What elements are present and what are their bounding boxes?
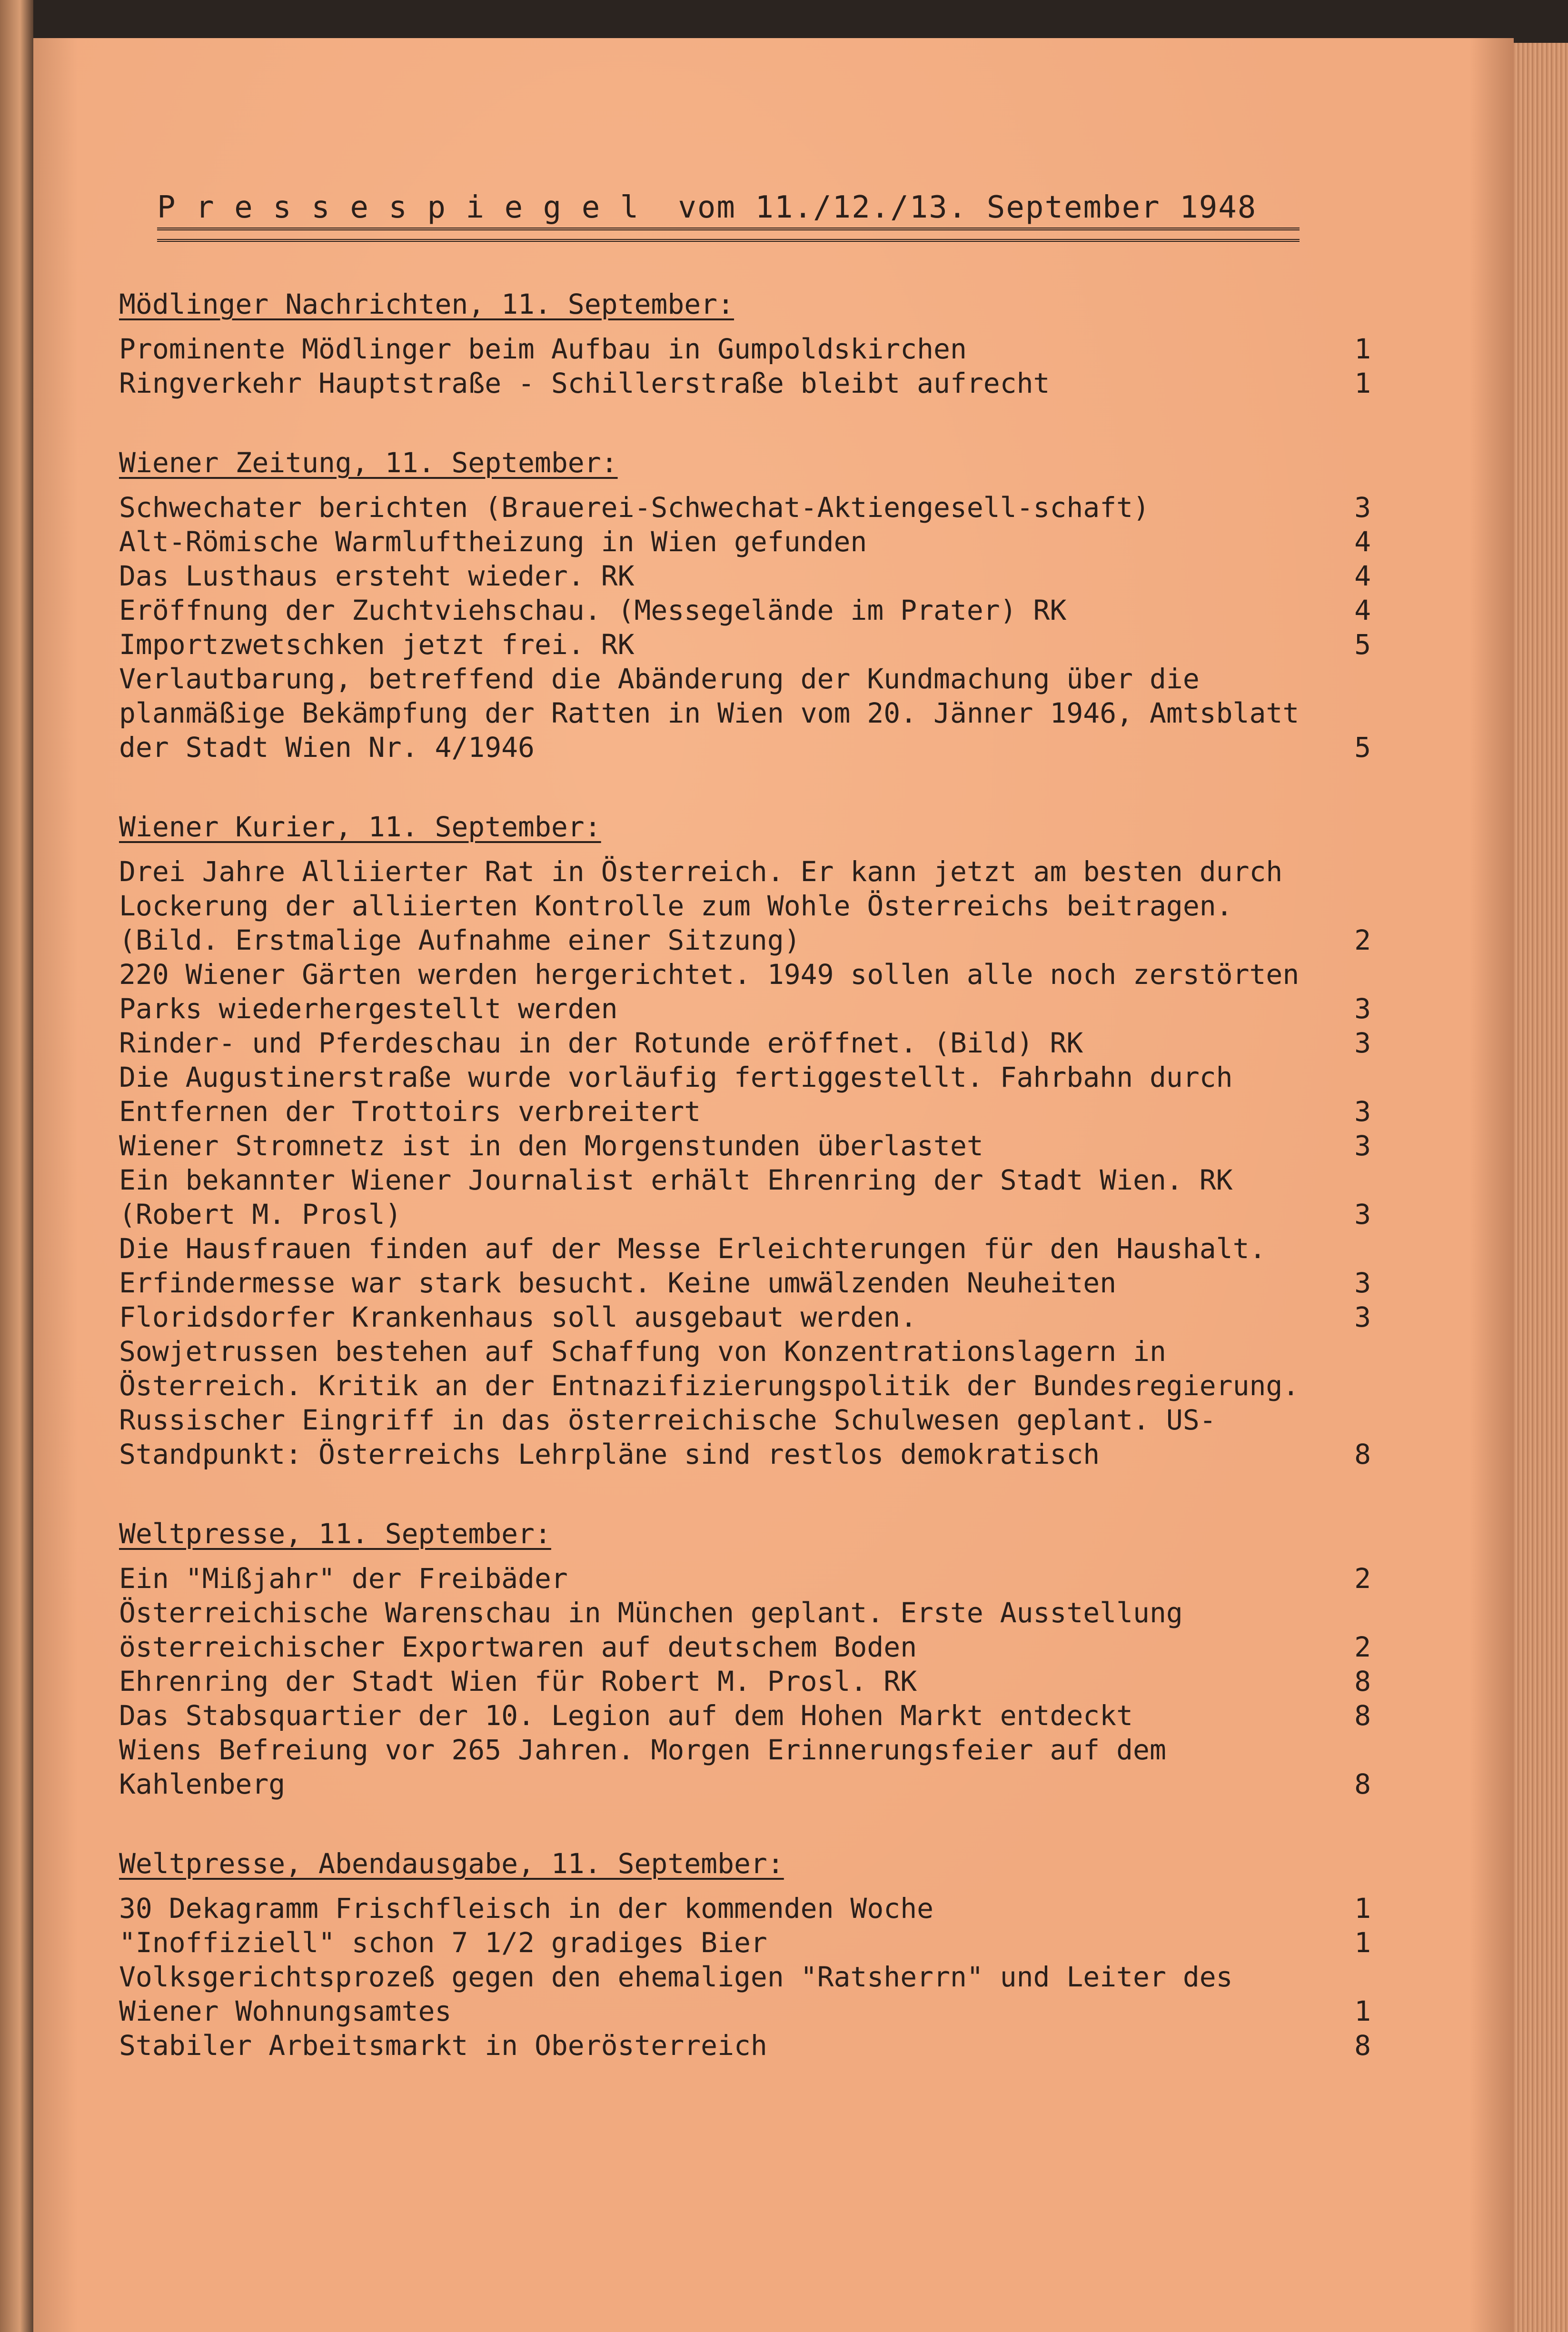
article-title: Wiener Stromnetz ist in den Morgenstunden überlastet <box>119 1130 983 1162</box>
page-number: 8 <box>1354 1699 1371 1732</box>
article-title: Die Augustinerstraße wurde vorläufig fertiggestellt. Fahrbahn durch Entfernen der Trottoirs verbreitert <box>119 1061 1233 1128</box>
article-entry <box>119 1231 1371 1300</box>
article-title: "Inoffiziell" schon 7 1/2 gradiges Bier <box>119 1926 767 1959</box>
article-entry <box>119 332 1371 366</box>
article-title: 30 Dekagramm Frischfleisch in der kommenden Woche <box>119 1892 934 1925</box>
press-section <box>119 1846 1371 2063</box>
press-section <box>119 810 1371 1471</box>
article-entry <box>119 1596 1371 1664</box>
article-entry <box>119 627 1371 662</box>
page-number: 1 <box>1354 1995 1371 2027</box>
page-number: 3 <box>1354 992 1371 1025</box>
article-entry <box>119 1561 1371 1596</box>
article-entry <box>119 1334 1371 1471</box>
article-entry <box>119 559 1371 593</box>
page-number: 4 <box>1354 526 1371 558</box>
section-heading: Mödlinger Nachrichten, 11. September: <box>119 288 734 320</box>
article-entry <box>119 1960 1371 2028</box>
article-entry <box>119 1026 1371 1060</box>
article-title: Wiens Befreiung vor 265 Jahren. Morgen Erinnerungsfeier auf dem Kahlenberg <box>119 1734 1166 1800</box>
article-title: Ehrenring der Stadt Wien für Robert M. Prosl. RK <box>119 1665 917 1697</box>
article-title: 220 Wiener Gärten werden hergerichtet. 1949 sollen alle noch zerstörten Parks wiederhergestellt werden <box>119 958 1300 1025</box>
article-title: Volksgerichtsprozeß gegen den ehemaligen "Ratsherrn" und Leiter des Wiener Wohnungsamtes <box>119 1961 1233 2027</box>
article-title: Das Lusthaus ersteht wieder. RK <box>119 560 635 592</box>
page-number: 3 <box>1354 1267 1371 1299</box>
page-number: 5 <box>1354 628 1371 661</box>
article-title: Drei Jahre Alliierter Rat in Österreich. Er kann jetzt am besten durch Lockerung der alliierten Kontrolle zum Wohle Österreichs beitragen. (Bild. Erstmalige Aufnahme einer Sitzung) <box>119 855 1283 956</box>
page-number: 4 <box>1354 594 1371 626</box>
page-number: 3 <box>1354 1198 1371 1231</box>
page-number: 2 <box>1354 1631 1371 1663</box>
article-entry <box>119 490 1371 525</box>
article-title: Verlautbarung, betreffend die Abänderung der Kundmachung über die planmäßige Bekämpfung der Ratten in Wien vom 20. Jänner 1946, Amtsblatt der Stadt Wien Nr. 4/1946 <box>119 663 1300 764</box>
article-entry <box>119 1300 1371 1334</box>
article-entry <box>119 366 1371 400</box>
article-title: Importzwetschken jetzt frei. RK <box>119 628 635 661</box>
press-section <box>119 446 1371 764</box>
article-title: Ein "Mißjahr" der Freibäder <box>119 1562 568 1595</box>
section-heading: Wiener Kurier, 11. September: <box>119 811 601 843</box>
page-number: 1 <box>1354 333 1371 365</box>
title-double-rule <box>157 228 1300 242</box>
article-entry <box>119 1733 1371 1801</box>
page-number: 3 <box>1354 1095 1371 1128</box>
article-entry <box>119 593 1371 627</box>
page-number: 4 <box>1354 560 1371 592</box>
page-number: 2 <box>1354 924 1371 956</box>
article-entry <box>119 662 1371 764</box>
page-number: 3 <box>1354 1027 1371 1059</box>
article-entry <box>119 957 1371 1026</box>
article-title: Alt-Römische Warmluftheizung in Wien gefunden <box>119 526 867 558</box>
page-number: 3 <box>1354 491 1371 524</box>
article-entry <box>119 2028 1371 2063</box>
page-title: P r e s s e s p i e g e l vom 11./12./13. September 1948 <box>157 190 1257 225</box>
page-number: 5 <box>1354 731 1371 764</box>
article-title: Die Hausfrauen finden auf der Messe Erleichterungen für den Haushalt. Erfindermesse war stark besucht. Keine umwälzenden Neuheiten <box>119 1232 1266 1299</box>
article-title: Österreichische Warenschau in München geplant. Erste Ausstellung österreichischer Exportwaren auf deutschem Boden <box>119 1597 1183 1663</box>
article-title: Prominente Mödlinger beim Aufbau in Gumpoldskirchen <box>119 333 967 365</box>
left-page-edge <box>0 0 33 2332</box>
page-number: 2 <box>1354 1562 1371 1595</box>
article-entry <box>119 1163 1371 1231</box>
article-entry <box>119 854 1371 957</box>
sections <box>119 287 1371 2063</box>
article-entry <box>119 1664 1371 1698</box>
article-title: Ringverkehr Hauptstraße - Schillerstraße bleibt aufrecht <box>119 367 1050 399</box>
page-number: 8 <box>1354 1438 1371 1470</box>
press-section <box>119 287 1371 400</box>
article-title: Das Stabsquartier der 10. Legion auf dem Hohen Markt entdeckt <box>119 1699 1133 1732</box>
page-number: 1 <box>1354 1926 1371 1959</box>
page-number: 1 <box>1354 1892 1371 1925</box>
article-entry <box>119 1698 1371 1733</box>
article-entry <box>119 525 1371 559</box>
press-section <box>119 1517 1371 1801</box>
article-entry <box>119 1060 1371 1129</box>
article-entry <box>119 1129 1371 1163</box>
page-number: 1 <box>1354 367 1371 399</box>
section-heading: Weltpresse, 11. September: <box>119 1518 551 1550</box>
page-number: 3 <box>1354 1130 1371 1162</box>
article-entry <box>119 1925 1371 1960</box>
article-title: Eröffnung der Zuchtviehschau. (Messegelände im Prater) RK <box>119 594 1067 626</box>
article-title: Stabiler Arbeitsmarkt in Oberösterreich <box>119 2029 767 2062</box>
section-heading: Wiener Zeitung, 11. September: <box>119 447 618 479</box>
right-page-edge <box>1514 43 1568 2332</box>
page-number: 8 <box>1354 1768 1371 1800</box>
article-title: Ein bekannter Wiener Journalist erhält Ehrenring der Stadt Wien. RK (Robert M. Prosl) <box>119 1164 1233 1231</box>
article-title: Rinder- und Pferdeschau in der Rotunde eröffnet. (Bild) RK <box>119 1027 1083 1059</box>
page-number: 8 <box>1354 1665 1371 1697</box>
page-number: 8 <box>1354 2029 1371 2062</box>
section-heading: Weltpresse, Abendausgabe, 11. September: <box>119 1847 784 1880</box>
article-title: Floridsdorfer Krankenhaus soll ausgebaut werden. <box>119 1301 917 1333</box>
page-number: 3 <box>1354 1301 1371 1333</box>
article-entry <box>119 1891 1371 1925</box>
article-title: Sowjetrussen bestehen auf Schaffung von Konzentrationslagern in Österreich. Kritik an der Entnazifizierungspolitik der Bundesregierung. Russischer Eingriff in das österreichische Schulwesen geplant. US-Standpunkt: Österreichs Lehrpläne sind restlos demokratisch <box>119 1335 1300 1470</box>
typewritten-text <box>119 190 1371 2063</box>
article-title: Schwechater berichten (Brauerei-Schwechat-Aktiengesell-schaft) <box>119 491 1150 524</box>
